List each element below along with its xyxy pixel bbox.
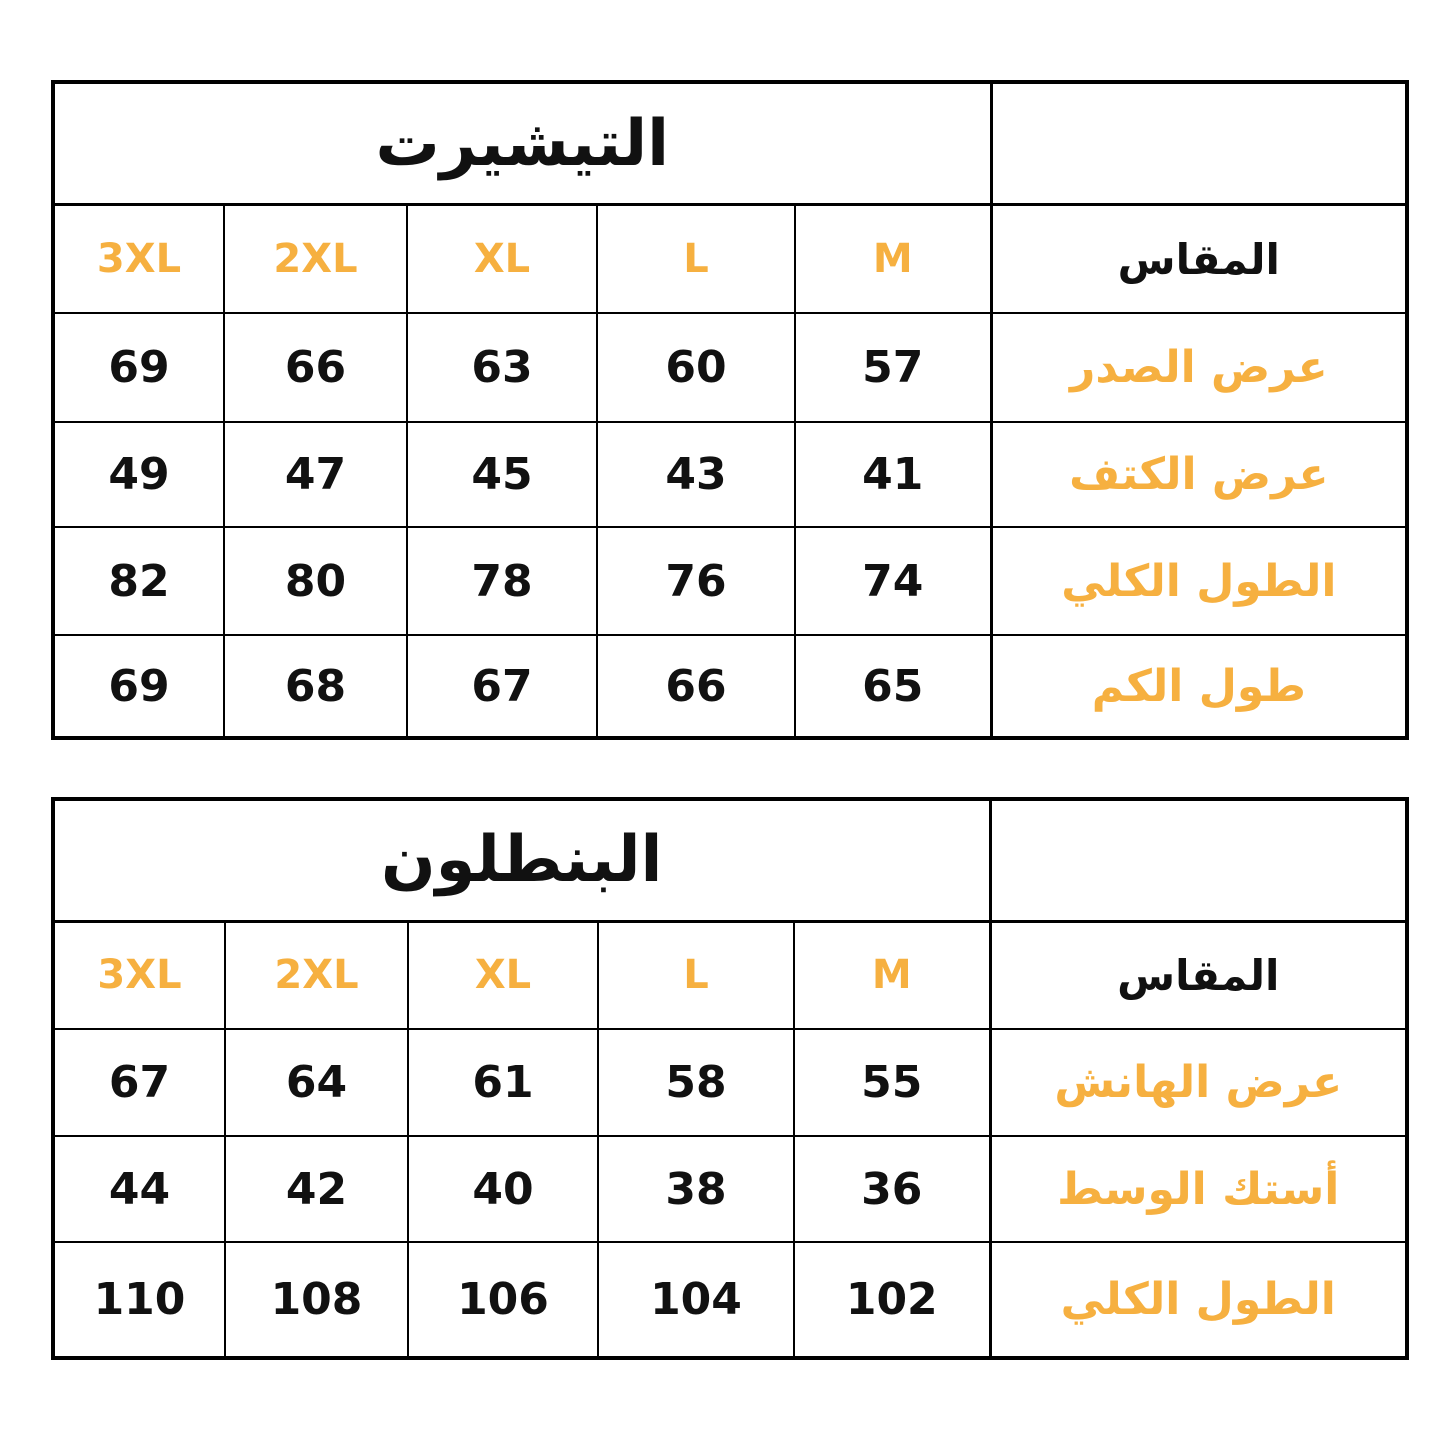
shirt-size-table (51, 80, 1409, 740)
value-cell: 106 (408, 1242, 598, 1358)
shirt-size-m: M (795, 205, 991, 314)
value-cell: 104 (598, 1242, 794, 1358)
table-row (53, 1029, 1407, 1136)
value-cell: 41 (795, 422, 991, 527)
value-cell: 110 (53, 1242, 225, 1358)
value-cell: 102 (794, 1242, 990, 1358)
table-row (53, 1136, 1407, 1242)
value-cell: 78 (407, 527, 597, 636)
value-cell: 47 (224, 422, 407, 527)
row-label: أستك الوسط (990, 1136, 1407, 1242)
table-row (53, 313, 1407, 422)
row-label: عرض الهانش (990, 1029, 1407, 1136)
pants-title-empty-cell (990, 799, 1407, 921)
value-cell: 61 (408, 1029, 598, 1136)
value-cell: 49 (53, 422, 224, 527)
table-row (53, 527, 1407, 636)
value-cell: 43 (597, 422, 795, 527)
pants-size-3xl: 3XL (53, 921, 225, 1029)
value-cell: 76 (597, 527, 795, 636)
shirt-size-xl: XL (407, 205, 597, 314)
row-label: الطول الكلي (991, 527, 1407, 636)
pants-size-header-row (53, 921, 1407, 1029)
value-cell: 69 (53, 635, 224, 738)
pants-size-xl: XL (408, 921, 598, 1029)
shirt-size-3xl: 3XL (53, 205, 224, 314)
pants-title-row (53, 799, 1407, 921)
shirt-title-empty-cell (991, 82, 1407, 205)
shirt-size-2xl: 2XL (224, 205, 407, 314)
value-cell: 36 (794, 1136, 990, 1242)
value-cell: 44 (53, 1136, 225, 1242)
value-cell: 55 (794, 1029, 990, 1136)
value-cell: 108 (225, 1242, 408, 1358)
value-cell: 45 (407, 422, 597, 527)
pants-size-table (51, 797, 1409, 1360)
row-label: الطول الكلي (990, 1242, 1407, 1358)
shirt-size-header-row (53, 205, 1407, 314)
value-cell: 74 (795, 527, 991, 636)
value-cell: 67 (407, 635, 597, 738)
pants-size-2xl: 2XL (225, 921, 408, 1029)
value-cell: 66 (597, 635, 795, 738)
value-cell: 63 (407, 313, 597, 422)
row-label: طول الكم (991, 635, 1407, 738)
value-cell: 80 (224, 527, 407, 636)
table-row (53, 422, 1407, 527)
shirt-table-title: التيشيرت (53, 82, 991, 205)
pants-size-l: L (598, 921, 794, 1029)
row-label: عرض الصدر (991, 313, 1407, 422)
value-cell: 42 (225, 1136, 408, 1242)
pants-size-m: M (794, 921, 990, 1029)
shirt-size-l: L (597, 205, 795, 314)
value-cell: 57 (795, 313, 991, 422)
table-row (53, 635, 1407, 738)
value-cell: 69 (53, 313, 224, 422)
value-cell: 64 (225, 1029, 408, 1136)
value-cell: 38 (598, 1136, 794, 1242)
shirt-measure-label: المقاس (991, 205, 1407, 314)
pants-measure-label: المقاس (990, 921, 1407, 1029)
shirt-title-row (53, 82, 1407, 205)
value-cell: 65 (795, 635, 991, 738)
row-label: عرض الكتف (991, 422, 1407, 527)
value-cell: 67 (53, 1029, 225, 1136)
value-cell: 66 (224, 313, 407, 422)
value-cell: 82 (53, 527, 224, 636)
table-row (53, 1242, 1407, 1358)
value-cell: 60 (597, 313, 795, 422)
value-cell: 40 (408, 1136, 598, 1242)
value-cell: 58 (598, 1029, 794, 1136)
value-cell: 68 (224, 635, 407, 738)
pants-table-title: البنطلون (53, 799, 990, 921)
